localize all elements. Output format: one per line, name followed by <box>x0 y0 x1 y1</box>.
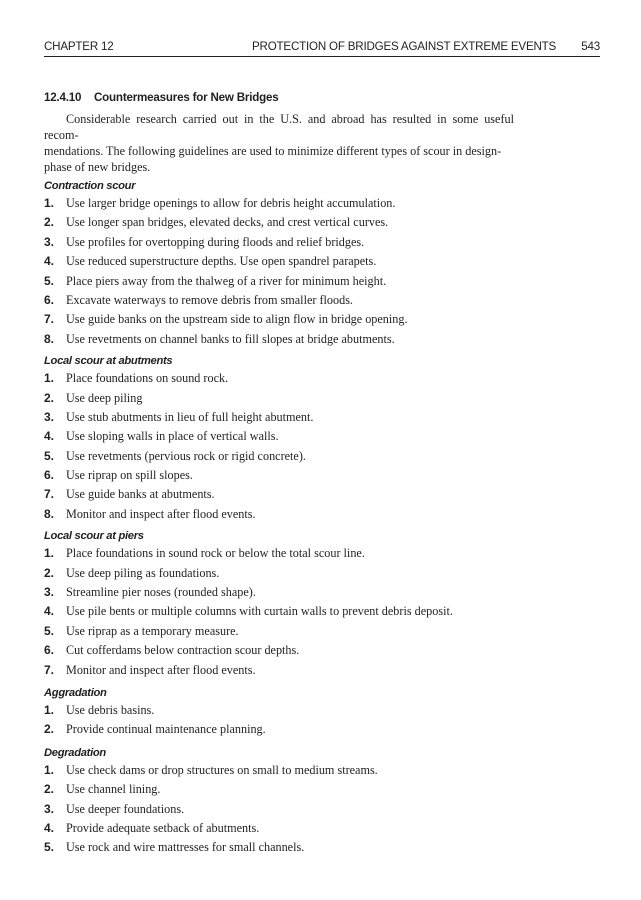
guideline-list <box>44 194 604 349</box>
page-number: 543 <box>581 40 600 53</box>
item-text: Use guide banks at abutments. <box>66 487 215 502</box>
running-title: PROTECTION OF BRIDGES AGAINST EXTREME EVENTS <box>252 40 557 53</box>
section-heading <box>44 90 604 105</box>
list-item <box>44 233 604 252</box>
item-text: Place piers away from the thalweg of a river for minimum height. <box>66 273 387 288</box>
item-number: 5. <box>44 273 55 288</box>
item-text: Use rock and wire mattresses for small channels. <box>66 840 305 855</box>
item-number: 3. <box>44 409 55 424</box>
list-item <box>44 701 604 720</box>
item-text: Monitor and inspect after flood events. <box>66 506 256 521</box>
guideline-list <box>44 544 604 680</box>
page-body <box>44 90 604 858</box>
item-number: 2. <box>44 722 55 737</box>
item-text: Excavate waterways to remove debris from smaller floods. <box>66 292 353 307</box>
section-number: 12.4.10 <box>44 91 82 104</box>
para-line: phase of new bridges. <box>44 160 151 174</box>
list-item <box>44 330 604 349</box>
list-item <box>44 720 604 739</box>
item-text: Provide adequate setback of abutments. <box>66 820 260 835</box>
guideline-list <box>44 761 604 858</box>
guideline-list <box>44 701 604 740</box>
list-item <box>44 252 604 271</box>
section-title: Countermeasures for New Bridges <box>94 91 279 104</box>
list-item <box>44 272 604 291</box>
item-text: Use deeper foundations. <box>66 801 185 816</box>
group-local-scour-abutments <box>44 353 604 524</box>
list-item <box>44 838 604 857</box>
list-item <box>44 661 604 680</box>
item-number: 5. <box>44 840 55 855</box>
list-item <box>44 447 604 466</box>
list-item <box>44 761 604 780</box>
list-item <box>44 544 604 563</box>
item-number: 4. <box>44 820 55 835</box>
list-item <box>44 622 604 641</box>
list-item <box>44 213 604 232</box>
list-item <box>44 194 604 213</box>
item-text: Use sloping walls in place of vertical walls. <box>66 429 279 444</box>
list-item <box>44 408 604 427</box>
item-text: Use deep piling <box>66 390 143 405</box>
list-item <box>44 389 604 408</box>
group-aggradation <box>44 685 604 740</box>
item-number: 7. <box>44 662 55 677</box>
list-item <box>44 819 604 838</box>
item-number: 2. <box>44 782 55 797</box>
list-item <box>44 466 604 485</box>
item-number: 4. <box>44 429 55 444</box>
item-text: Use longer span bridges, elevated decks, and crest vertical curves. <box>66 215 389 230</box>
item-number: 1. <box>44 702 55 717</box>
item-text: Use guide banks on the upstream side to align flow in bridge opening. <box>66 312 408 327</box>
list-item <box>44 505 604 524</box>
item-text: Provide continual maintenance planning. <box>66 722 266 737</box>
running-header <box>44 38 600 57</box>
item-number: 7. <box>44 487 55 502</box>
item-number: 8. <box>44 331 55 346</box>
item-number: 2. <box>44 565 55 580</box>
item-number: 7. <box>44 312 55 327</box>
list-item <box>44 602 604 621</box>
list-item <box>44 427 604 446</box>
item-text: Cut cofferdams below contraction scour depths. <box>66 643 300 658</box>
item-number: 3. <box>44 585 55 600</box>
list-item <box>44 485 604 504</box>
list-item <box>44 291 604 310</box>
item-text: Monitor and inspect after flood events. <box>66 662 256 677</box>
chapter-label: CHAPTER 12 <box>44 40 114 53</box>
item-number: 3. <box>44 234 55 249</box>
group-degradation <box>44 745 604 858</box>
item-text: Use revetments (pervious rock or rigid concrete). <box>66 448 306 463</box>
list-item <box>44 310 604 329</box>
item-number: 1. <box>44 196 55 210</box>
item-text: Use channel lining. <box>66 782 161 797</box>
item-text: Use deep piling as foundations. <box>66 565 220 580</box>
guideline-list <box>44 369 604 524</box>
item-text: Use larger bridge openings to allow for debris height accumulation. <box>66 196 396 210</box>
item-number: 5. <box>44 448 55 463</box>
group-contraction-scour <box>44 178 604 349</box>
intro-paragraph <box>44 111 514 175</box>
subheading: Local scour at abutments <box>44 355 173 368</box>
item-number: 1. <box>44 546 55 561</box>
list-item <box>44 641 604 660</box>
subheading: Aggradation <box>44 686 107 699</box>
list-item <box>44 369 604 388</box>
item-text: Use pile bents or multiple columns with curtain walls to prevent debris deposit. <box>66 604 453 619</box>
para-line: Considerable research carried out in the U.S. and abroad has resulted in some useful recom- <box>44 112 514 142</box>
item-text: Use riprap on spill slopes. <box>66 468 193 483</box>
item-text: Place foundations on sound rock. <box>66 371 229 386</box>
item-text: Use profiles for overtopping during floods and relief bridges. <box>66 234 365 249</box>
item-number: 5. <box>44 623 55 638</box>
group-local-scour-piers <box>44 528 604 680</box>
item-number: 8. <box>44 506 55 521</box>
list-item <box>44 583 604 602</box>
item-number: 6. <box>44 643 55 658</box>
item-text: Place foundations in sound rock or below the total scour line. <box>66 546 365 561</box>
item-text: Use debris basins. <box>66 702 155 717</box>
item-number: 1. <box>44 371 55 386</box>
item-number: 4. <box>44 254 55 269</box>
para-line: mendations. The following guidelines are used to minimize different types of scour in design- <box>44 144 502 158</box>
item-number: 3. <box>44 801 55 816</box>
subheading: Degradation <box>44 746 106 759</box>
item-text: Use reduced superstructure depths. Use open spandrel parapets. <box>66 254 377 269</box>
item-number: 1. <box>44 762 55 777</box>
subheading: Local scour at piers <box>44 530 144 543</box>
item-text: Use stub abutments in lieu of full height abutment. <box>66 409 314 424</box>
item-number: 4. <box>44 604 55 619</box>
list-item <box>44 564 604 583</box>
item-text: Use revetments on channel banks to fill slopes at bridge abutments. <box>66 331 395 346</box>
list-item <box>44 780 604 799</box>
list-item <box>44 800 604 819</box>
item-text: Streamline pier noses (rounded shape). <box>66 585 256 600</box>
item-number: 6. <box>44 292 55 307</box>
item-number: 2. <box>44 215 55 230</box>
item-number: 6. <box>44 468 55 483</box>
item-number: 2. <box>44 390 55 405</box>
subheading: Contraction scour <box>44 180 136 192</box>
item-text: Use check dams or drop structures on small to medium streams. <box>66 762 378 777</box>
item-text: Use riprap as a temporary measure. <box>66 623 239 638</box>
